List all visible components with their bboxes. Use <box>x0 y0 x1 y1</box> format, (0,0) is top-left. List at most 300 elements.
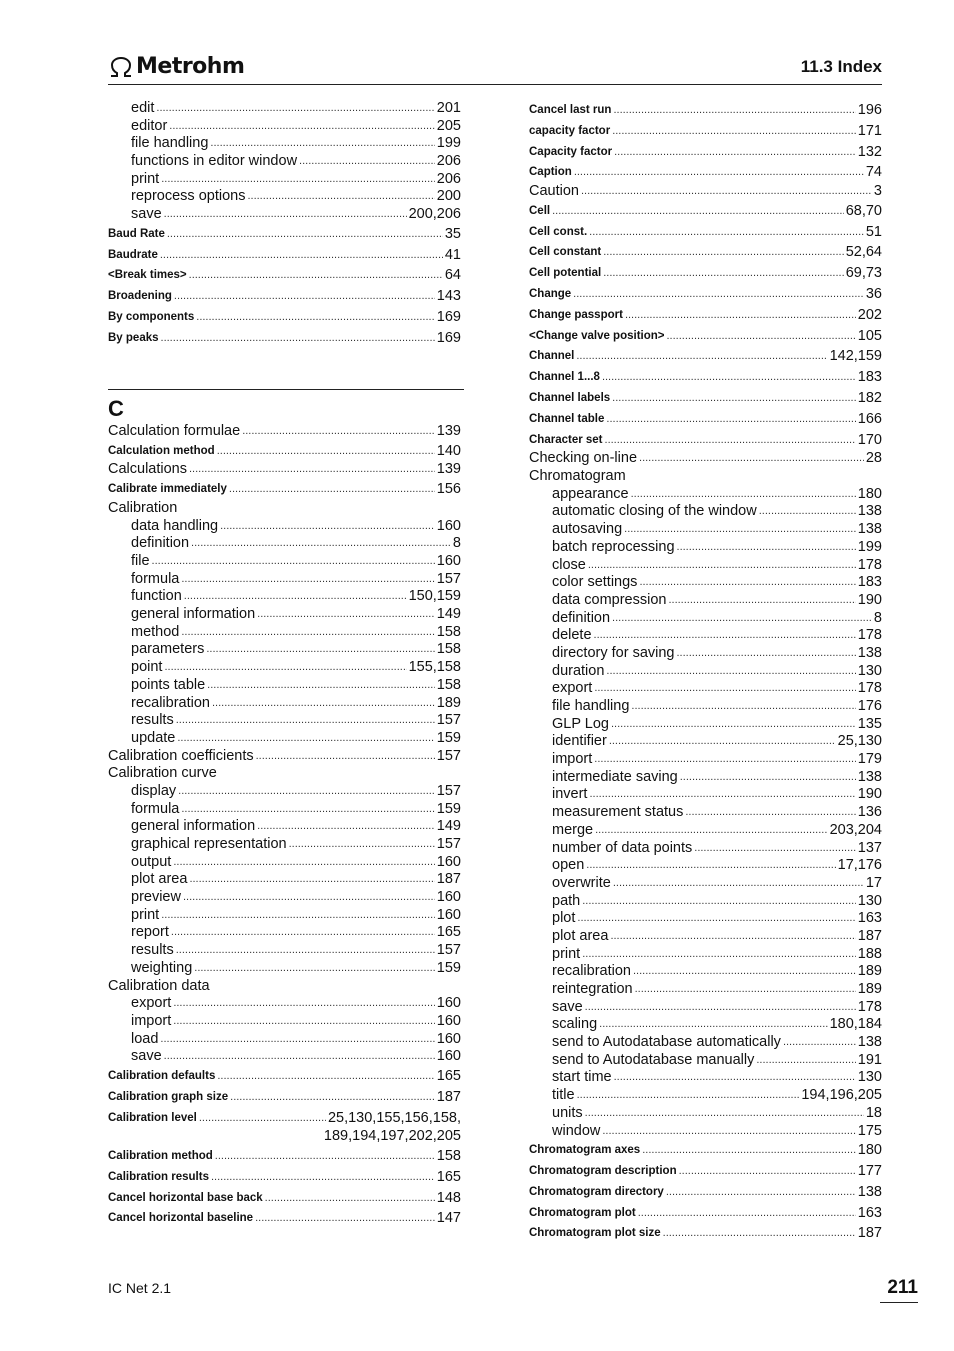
entry-label: file handling <box>552 698 630 715</box>
entry-pages: 201 <box>436 99 461 116</box>
entry-label: print <box>552 945 581 962</box>
index-entry <box>529 1034 882 1052</box>
leader-dots <box>217 441 435 462</box>
leader-dots <box>602 367 856 388</box>
index-entry <box>529 468 882 486</box>
index-entry <box>529 539 882 557</box>
entry-label: preview <box>131 889 181 906</box>
index-entry <box>529 680 882 698</box>
index-entry <box>108 1013 461 1031</box>
index-group-c <box>108 423 461 1229</box>
entry-label: start time <box>552 1069 612 1086</box>
index-entry <box>108 328 461 349</box>
index-entry <box>529 769 882 787</box>
leader-dots <box>230 1087 435 1108</box>
index-entry <box>108 1048 461 1066</box>
index-entry <box>529 409 882 430</box>
index-entry <box>529 486 882 504</box>
entry-label: Calculation method <box>108 444 215 457</box>
leader-dots <box>668 592 855 610</box>
entry-pages: 158 <box>436 623 461 640</box>
entry-label: display <box>131 782 177 799</box>
entry-label: save <box>552 998 583 1015</box>
entry-pages: 190 <box>857 786 882 803</box>
leader-dots <box>161 171 435 189</box>
leader-dots <box>582 946 856 964</box>
entry-pages: 157 <box>436 782 461 799</box>
index-column-left <box>108 100 461 349</box>
leader-dots <box>599 1016 827 1034</box>
leader-dots <box>156 100 434 118</box>
entry-pages: 178 <box>857 998 882 1015</box>
entry-label: plot <box>552 910 576 927</box>
entry-label: autosaving <box>552 521 623 538</box>
entry-pages: 138 <box>857 1183 882 1200</box>
leader-dots <box>576 346 827 367</box>
entry-label: color settings <box>552 574 638 591</box>
entry-pages: 206 <box>436 170 461 187</box>
index-entry <box>529 557 882 575</box>
leader-dots <box>783 1034 856 1052</box>
entry-pages: 130 <box>857 892 882 909</box>
entry-label: Calibration level <box>108 1111 197 1124</box>
entry-pages: 159 <box>436 959 461 976</box>
entry-label: Chromatogram plot <box>529 1206 636 1219</box>
index-entry <box>108 889 461 907</box>
entry-pages: 147 <box>436 1210 461 1227</box>
leader-dots <box>666 1182 856 1203</box>
entry-pages: 139 <box>436 422 461 439</box>
entry-label: reintegration <box>552 981 633 998</box>
leader-dots <box>663 1223 856 1244</box>
entry-label: report <box>131 924 169 941</box>
index-entry <box>529 183 882 201</box>
leader-dots <box>581 183 872 201</box>
entry-pages: 199 <box>857 538 882 555</box>
entry-label: points table <box>131 676 206 693</box>
entry-label: method <box>131 623 180 640</box>
leader-dots <box>612 610 872 628</box>
entry-label: GLP Log <box>552 715 609 732</box>
entry-label: Channel table <box>529 412 605 425</box>
entry-pages: 160 <box>436 1030 461 1047</box>
leader-dots <box>606 409 855 430</box>
entry-pages: 74 <box>865 164 882 181</box>
entry-label: import <box>131 1012 172 1029</box>
index-entry <box>529 963 882 981</box>
index-entry <box>108 960 461 978</box>
entry-pages: 180,184 <box>829 1016 882 1033</box>
entry-pages: 135 <box>857 715 882 732</box>
index-entry <box>529 504 882 522</box>
leader-dots <box>257 818 435 836</box>
entry-label: By peaks <box>108 331 159 344</box>
leader-dots <box>220 518 435 536</box>
entry-pages: 160 <box>436 1048 461 1065</box>
index-entry <box>529 804 882 822</box>
leader-dots <box>212 695 435 713</box>
leader-dots <box>642 1140 856 1161</box>
index-entry <box>529 450 882 468</box>
entry-label: Cell constant <box>529 246 602 259</box>
index-entry <box>108 1108 461 1129</box>
entry-pages: 165 <box>436 1168 461 1185</box>
leader-dots <box>164 206 407 224</box>
entry-label: Channel 1...8 <box>529 371 600 384</box>
leader-dots <box>176 712 435 730</box>
entry-label: identifier <box>552 733 607 750</box>
index-entry <box>108 730 461 748</box>
entry-pages: 160 <box>436 853 461 870</box>
entry-label: Baud Rate <box>108 227 165 240</box>
index-entry <box>529 1016 882 1034</box>
leader-dots <box>183 889 435 907</box>
entry-label: <Break times> <box>108 269 187 282</box>
entry-pages: 140 <box>436 442 461 459</box>
index-entry <box>108 224 461 245</box>
leader-dots <box>614 142 856 163</box>
index-entry <box>529 999 882 1017</box>
entry-pages: 160 <box>436 517 461 534</box>
entry-pages: 194,196,205 <box>801 1087 882 1104</box>
entry-pages: 183 <box>857 369 882 386</box>
index-entry <box>529 663 882 681</box>
index-entry <box>529 305 882 326</box>
entry-pages: 202 <box>857 306 882 323</box>
leader-dots <box>577 910 855 928</box>
entry-pages: 157 <box>436 747 461 764</box>
entry-pages: 187 <box>436 871 461 888</box>
leader-dots <box>666 326 855 347</box>
entry-label: intermediate saving <box>552 768 678 785</box>
index-entry <box>529 1052 882 1070</box>
entry-label: formula <box>131 800 180 817</box>
leader-dots <box>160 245 443 266</box>
entry-label: file <box>131 553 150 570</box>
index-entry <box>529 910 882 928</box>
entry-label: Chromatogram directory <box>529 1185 664 1198</box>
entry-label: Chromatogram axes <box>529 1144 641 1157</box>
entry-label: delete <box>552 627 592 644</box>
leader-dots <box>585 999 856 1017</box>
index-entry <box>529 1070 882 1088</box>
index-entry <box>108 265 461 286</box>
leader-dots <box>189 265 443 286</box>
index-entry <box>529 857 882 875</box>
entry-pages: 136 <box>857 804 882 821</box>
index-entry <box>108 1188 461 1209</box>
leader-dots <box>178 783 435 801</box>
leader-dots <box>613 875 864 893</box>
entry-label: directory for saving <box>552 644 675 661</box>
entry-pages: 166 <box>857 410 882 427</box>
index-entry <box>529 326 882 347</box>
entry-pages: 175 <box>857 1122 882 1139</box>
entry-label: <Change valve position> <box>529 329 665 342</box>
entry-pages: 169 <box>436 329 461 346</box>
entry-pages: 158 <box>436 676 461 693</box>
leader-dots <box>177 730 434 748</box>
entry-pages: 160 <box>436 553 461 570</box>
entry-label: definition <box>131 535 190 552</box>
leader-dots <box>679 1161 856 1182</box>
index-entry <box>108 924 461 942</box>
entry-label: duration <box>552 662 605 679</box>
entry-label: general information <box>131 606 256 623</box>
leader-dots <box>299 153 435 171</box>
entry-label: Calibration results <box>108 1170 209 1183</box>
entry-label: general information <box>131 818 256 835</box>
leader-dots <box>677 539 856 557</box>
entry-label: print <box>131 170 160 187</box>
leader-dots <box>603 242 843 263</box>
index-entry <box>108 118 461 136</box>
entry-label: update <box>131 729 176 746</box>
index-entry <box>529 592 882 610</box>
entry-pages: 170 <box>857 431 882 448</box>
index-entry <box>529 100 882 121</box>
footer-product: IC Net 2.1 <box>108 1280 172 1296</box>
leader-dots <box>171 924 435 942</box>
leader-dots <box>289 836 435 854</box>
leader-dots <box>677 645 856 663</box>
entry-pages: 171 <box>857 122 882 139</box>
index-entry <box>108 783 461 801</box>
entry-pages: 138 <box>857 768 882 785</box>
entry-label: number of data points <box>552 839 693 856</box>
entry-label: scaling <box>552 1016 598 1033</box>
entry-pages: 158 <box>436 1148 461 1165</box>
entry-pages: 200 <box>436 188 461 205</box>
entry-pages: 130 <box>857 662 882 679</box>
index-entry <box>529 574 882 592</box>
entry-label: title <box>552 1087 575 1104</box>
index-entry <box>529 645 882 663</box>
index-entry <box>529 981 882 999</box>
entry-label: appearance <box>552 485 629 502</box>
entry-pages: 68,70 <box>845 202 882 219</box>
index-entry <box>108 441 461 462</box>
entry-pages: 157 <box>436 570 461 587</box>
entry-label: edit <box>131 99 155 116</box>
leader-dots <box>173 995 434 1013</box>
index-entry <box>108 1128 461 1146</box>
entry-pages: 189,194,197,202,205 <box>323 1128 461 1145</box>
index-entry <box>108 871 461 889</box>
entry-pages: 8 <box>452 535 461 552</box>
page-number: 211 <box>880 1277 918 1303</box>
leader-dots <box>605 430 856 451</box>
entry-label: Channel <box>529 350 575 363</box>
entry-pages: 189 <box>857 981 882 998</box>
entry-label: send to Autodatabase manually <box>552 1051 755 1068</box>
entry-label: data compression <box>552 591 667 608</box>
entry-pages: 206 <box>436 153 461 170</box>
entry-pages: 148 <box>436 1189 461 1206</box>
leader-dots <box>199 1108 326 1129</box>
entry-label: print <box>131 906 160 923</box>
entry-pages: 191 <box>857 1051 882 1068</box>
entry-label: Broadening <box>108 290 172 303</box>
entry-label: recalibration <box>131 694 210 711</box>
index-entry <box>529 875 882 893</box>
leader-dots <box>211 1167 435 1188</box>
leader-dots <box>217 1066 434 1087</box>
logo-text: Metrohm <box>136 54 245 79</box>
leader-dots <box>173 1013 435 1031</box>
entry-pages: 163 <box>857 910 882 927</box>
entry-label: Calibration <box>108 499 178 516</box>
entry-label: import <box>552 751 593 768</box>
leader-dots <box>594 751 856 769</box>
entry-pages: 138 <box>857 521 882 538</box>
leader-dots <box>633 963 856 981</box>
entry-label: results <box>131 712 174 729</box>
index-entry <box>108 188 461 206</box>
leader-dots <box>210 135 434 153</box>
entry-pages: 18 <box>865 1104 882 1121</box>
entry-label: weighting <box>131 959 193 976</box>
entry-pages: 155,158 <box>408 659 461 676</box>
entry-pages: 25,130 <box>837 733 882 750</box>
leader-dots <box>610 928 855 946</box>
index-entry <box>108 659 461 677</box>
index-entry <box>108 1208 461 1229</box>
entry-pages: 157 <box>436 836 461 853</box>
entry-pages: 163 <box>857 1204 882 1221</box>
index-entry <box>108 461 461 479</box>
leader-dots <box>265 1188 435 1209</box>
entry-label: Channel labels <box>529 392 611 405</box>
leader-dots <box>631 486 856 504</box>
leader-dots <box>229 479 435 500</box>
index-entry <box>529 388 882 409</box>
index-entry <box>108 818 461 836</box>
leader-dots <box>174 286 435 307</box>
entry-pages: 196 <box>857 102 882 118</box>
index-entry <box>108 801 461 819</box>
index-entry <box>529 1161 882 1182</box>
entry-pages: 17,176 <box>837 857 882 874</box>
entry-pages: 160 <box>436 889 461 906</box>
entry-pages: 179 <box>857 751 882 768</box>
entry-label: Cancel horizontal base back <box>108 1191 263 1204</box>
entry-label: Calculations <box>108 461 187 478</box>
entry-label: By components <box>108 311 195 323</box>
entry-label: data handling <box>131 517 219 534</box>
entry-pages: 157 <box>436 942 461 959</box>
entry-pages: 165 <box>436 1067 461 1084</box>
index-entry <box>108 135 461 153</box>
entry-pages: 157 <box>436 712 461 729</box>
leader-dots <box>164 1048 435 1066</box>
leader-dots <box>680 769 856 787</box>
entry-label: measurement status <box>552 804 684 821</box>
index-entry <box>108 695 461 713</box>
section-letter: C <box>108 396 124 421</box>
entry-label: Capacity factor <box>529 145 613 158</box>
index-entry <box>108 942 461 960</box>
leader-dots <box>609 733 836 751</box>
entry-pages: 149 <box>436 606 461 623</box>
entry-pages: 165 <box>436 924 461 941</box>
entry-label: results <box>131 942 174 959</box>
index-entry <box>108 1087 461 1108</box>
index-entry <box>529 284 882 305</box>
leader-dots <box>574 162 864 183</box>
leader-dots <box>685 804 855 822</box>
index-entry <box>108 153 461 171</box>
entry-pages: 187 <box>857 927 882 944</box>
entry-pages: 178 <box>857 556 882 573</box>
entry-pages: 160 <box>436 995 461 1012</box>
index-entry <box>529 1182 882 1203</box>
entry-pages: 28 <box>865 450 882 467</box>
entry-pages: 138 <box>857 503 882 520</box>
entry-pages: 156 <box>436 481 461 498</box>
index-entry <box>108 677 461 695</box>
leader-dots <box>257 606 435 624</box>
entry-label: Baudrate <box>108 248 158 261</box>
entry-label: export <box>131 995 172 1012</box>
leader-dots <box>160 1031 434 1049</box>
entry-pages: 143 <box>436 288 461 305</box>
entry-pages: 188 <box>857 945 882 962</box>
leader-dots <box>181 571 434 589</box>
index-entry <box>529 822 882 840</box>
index-entry <box>529 263 882 284</box>
entry-pages: 25,130,155,156,158, <box>327 1109 461 1126</box>
entry-label: formula <box>131 570 180 587</box>
index-entry <box>108 100 461 118</box>
entry-label: open <box>552 857 585 874</box>
entry-label: Calibrate immediately <box>108 483 227 496</box>
index-entry <box>529 346 882 367</box>
entry-pages: 132 <box>857 143 882 160</box>
entry-label: graphical representation <box>131 836 287 853</box>
entry-pages: 36 <box>865 286 882 303</box>
entry-label: Character set <box>529 433 603 446</box>
leader-dots <box>161 328 435 349</box>
entry-pages: 139 <box>436 461 461 478</box>
entry-label: Calibration defaults <box>108 1069 216 1082</box>
leader-dots <box>255 1208 435 1229</box>
entry-pages: 51 <box>865 223 882 240</box>
leader-dots <box>639 574 855 592</box>
index-entry <box>529 1140 882 1161</box>
leader-dots <box>573 284 864 305</box>
index-entry <box>108 606 461 624</box>
index-entry <box>108 553 461 571</box>
entry-label: Calibration graph size <box>108 1090 229 1103</box>
index-entry <box>529 1203 882 1224</box>
entry-pages: 160 <box>436 906 461 923</box>
entry-pages: 183 <box>857 574 882 591</box>
entry-pages: 52,64 <box>845 244 882 261</box>
entry-pages: 177 <box>857 1163 882 1180</box>
index-entry <box>108 171 461 189</box>
index-entry <box>529 430 882 451</box>
entry-pages: 169 <box>436 309 461 325</box>
index-entry <box>529 162 882 183</box>
leader-dots <box>603 263 844 284</box>
entry-label: parameters <box>131 641 205 658</box>
entry-label: reprocess options <box>131 188 246 205</box>
index-entry <box>529 201 882 222</box>
entry-pages: 187 <box>436 1088 461 1105</box>
leader-dots <box>161 907 435 925</box>
leader-dots <box>164 659 406 677</box>
